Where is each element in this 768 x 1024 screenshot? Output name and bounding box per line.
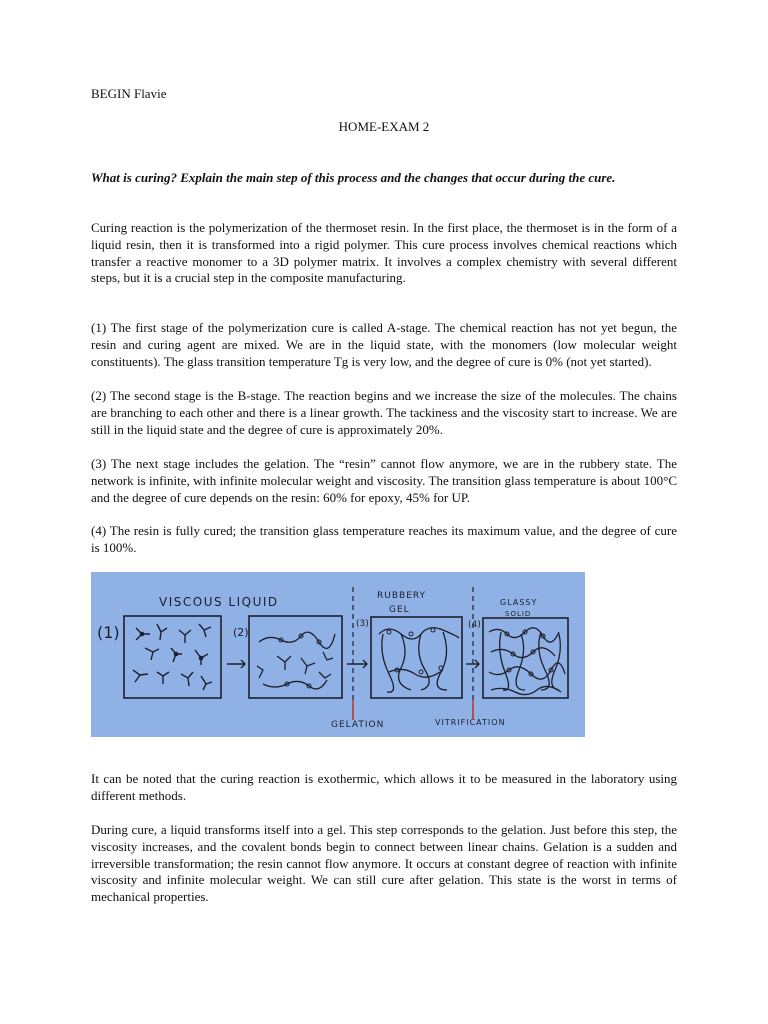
stage2-paragraph: (2) The second stage is the B-stage. The reaction begins and we increase the size of the molecules. The chains are branching to each other and there is a linear growth. The tackiness and the viscosity start to increase. We are still in the liquid state and the degree of cure is approximately 20%. [91, 388, 677, 437]
curing-stages-sketch [91, 572, 585, 737]
label-solid: SOLID [505, 610, 532, 618]
rubbery-network-sketch [379, 628, 459, 692]
stage1-paragraph: (1) The first stage of the polymerization cure is called A-stage. The chemical reaction has not yet begun, the resin and curing agent are mixed. We are in the liquid state, with the monomers (low molecular weight constituents). The glass transition temperature Tg is very low, and the degree of cure is 0% (not yet started). [91, 320, 677, 369]
gelation-paragraph: During cure, a liquid transforms itself into a gel. This step corresponds to the gelation. Just before this step, the viscosity increases, and the covalent bonds begin to connect between linear chains. Gelation is a sudden and irreversible transformation; the resin cannot flow anymore. It occurs at constant degree of reaction with infinite viscosity and infinite molecular weight. We can still cure after gelation. This state is the worst in terms of mechanical properties. [91, 822, 677, 905]
branching-chains-sketch [257, 632, 335, 689]
label-glassy: GLASSY [500, 598, 538, 607]
glassy-network-sketch [489, 628, 565, 695]
label-vitrification: VITRIFICATION [435, 718, 506, 727]
label-viscous-liquid: VISCOUS LIQUID [159, 595, 279, 609]
label-step-1: (1) [97, 623, 120, 642]
exam-question: What is curing? Explain the main step of this process and the changes that occur during the cure. [91, 170, 616, 185]
label-gelation: GELATION [331, 720, 385, 730]
box-stage-3 [371, 617, 462, 698]
exothermic-paragraph: It can be noted that the curing reaction is exothermic, which allows it to be measured in the laboratory using different methods. [91, 771, 677, 803]
box-stage-2 [249, 616, 342, 698]
stage4-paragraph: (4) The resin is fully cured; the transition glass temperature reaches its maximum value, and the degree of cure is 100%. [91, 523, 677, 555]
label-step-4: (4) [468, 620, 481, 630]
label-step-3: (3) [356, 619, 369, 629]
author-name: BEGIN Flavie [91, 86, 167, 101]
label-gel: GEL [389, 605, 410, 615]
exam-title: HOME-EXAM 2 [338, 119, 430, 134]
intro-paragraph: Curing reaction is the polymerization of the thermoset resin. In the first place, the thermoset is in the form of a liquid resin, then it is transformed into a rigid polymer. This cure process involves chemical reactions which transfer a reactive monomer to a 3D polymer matrix. It involves a complex chemistry with several different steps, but it is a crucial step in the composite manufacturing. [91, 220, 677, 286]
stage3-paragraph: (3) The next stage includes the gelation. The “resin” cannot flow anymore, we are in the rubbery state. The network is infinite, with infinite molecular weight and viscosity. The transition glass temperature is about 100°C and the degree of cure depends on the resin: 60% for epoxy, 45% for UP. [91, 456, 677, 505]
label-rubbery: RUBBERY [377, 591, 427, 601]
label-step-2: (2) [233, 626, 249, 639]
